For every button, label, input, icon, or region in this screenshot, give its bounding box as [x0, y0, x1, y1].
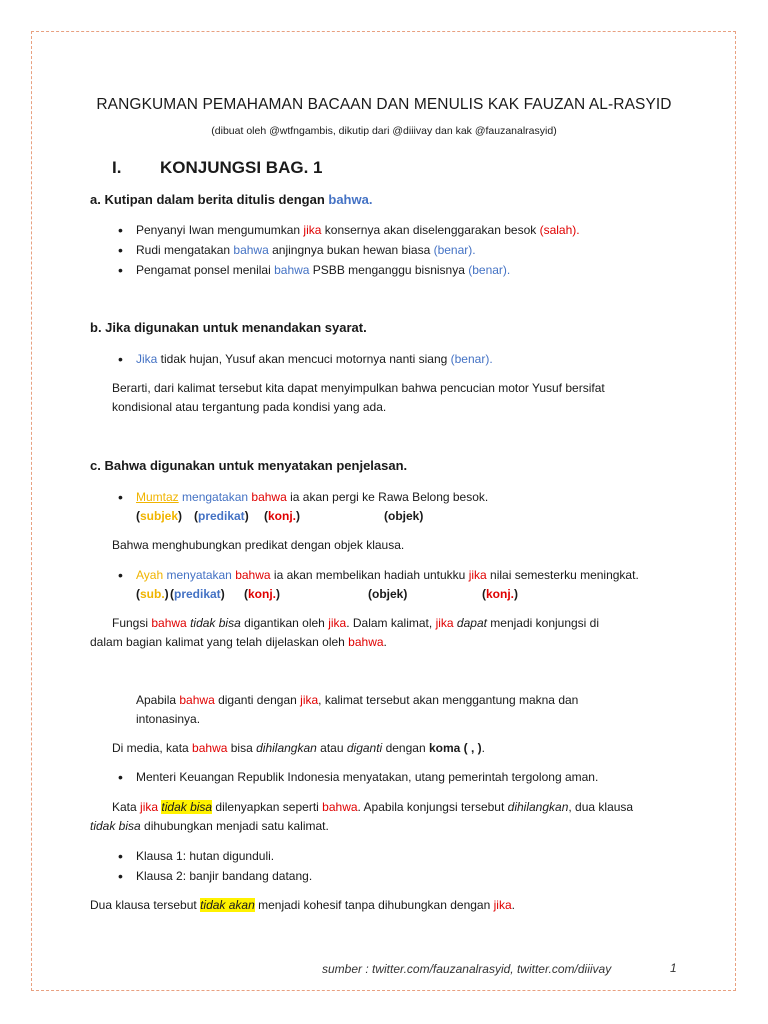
section-number: I.: [112, 158, 122, 177]
paren: ): [178, 509, 183, 523]
bullet-icon: •: [118, 222, 123, 238]
emphasis: dihilangkan: [507, 800, 569, 814]
paren: ): [276, 587, 281, 601]
paragraph-line: [136, 692, 578, 708]
object: ia akan pergi ke Rawa Belong besok.: [286, 490, 489, 504]
text: dalam bagian kalimat yang telah dijelaskan oleh: [90, 635, 349, 649]
list-item: Menteri Keuangan Republik Indonesia menyatakan, utang pemerintah tergolong aman.: [136, 770, 599, 784]
bullet-icon: •: [118, 769, 123, 785]
verdict: (benar).: [450, 352, 493, 366]
emphasis: tidak bisa: [90, 819, 141, 833]
example-note: Bahwa menghubungkan predikat dengan objek klausa.: [112, 538, 405, 552]
list-item: [136, 848, 274, 864]
text: Fungsi: [112, 616, 152, 630]
keyword: jika: [493, 898, 512, 912]
paragraph-line: kondisional atau tergantung pada kondisi yang ada.: [112, 400, 387, 414]
list-item: [136, 262, 510, 278]
role-labels: [170, 586, 225, 602]
paragraph-line: [112, 799, 633, 815]
item-text: Pengamat ponsel menilai: [136, 263, 275, 277]
subject: Mumtaz: [136, 490, 179, 504]
paren: ): [244, 509, 249, 523]
text: .: [481, 741, 485, 755]
keyword: jika: [303, 223, 322, 237]
keyword: Jika: [136, 352, 158, 366]
role-subject: sub.: [140, 587, 165, 601]
text: dengan: [382, 741, 429, 755]
keyword: bahwa.: [328, 192, 373, 207]
paren: ): [514, 587, 519, 601]
page-number: 1: [670, 961, 677, 975]
item-text: tidak hujan, Yusuf akan mencuci motornya nanti siang: [157, 352, 451, 366]
clause-label: Klausa 2:: [136, 869, 187, 883]
text: atau: [316, 741, 347, 755]
paren: (: [170, 587, 174, 601]
clause-text: banjir bandang datang.: [186, 869, 313, 883]
heading-a-text: a. Kutipan dalam berita ditulis dengan: [90, 192, 329, 207]
paren: ): [164, 587, 169, 601]
bullet-icon: •: [118, 242, 123, 258]
paragraph-line: [90, 634, 387, 650]
text: .: [383, 635, 387, 649]
keyword: bahwa: [151, 616, 187, 630]
bullet-icon: •: [118, 489, 123, 505]
role-labels: [264, 508, 300, 524]
keyword: jika: [140, 800, 159, 814]
bullet-icon: •: [118, 868, 123, 884]
text: . Dalam kalimat,: [346, 616, 436, 630]
clause-text: hutan digunduli.: [186, 849, 275, 863]
item-text: PSBB menganggu bisnisnya: [309, 263, 469, 277]
object: nilai semesterku meningkat.: [486, 568, 639, 582]
keyword: bahwa: [348, 635, 384, 649]
object: ia akan membelikan hadiah untukku: [270, 568, 469, 582]
role-labels: [194, 508, 249, 524]
keyword: bahwa: [251, 490, 287, 504]
item-text: Rudi mengatakan: [136, 243, 234, 257]
paren: (: [136, 509, 140, 523]
keyword: bahwa: [235, 568, 271, 582]
text: menjadi kohesif tanpa dihubungkan dengan: [254, 898, 494, 912]
keyword: bahwa: [322, 800, 358, 814]
highlight: tidak akan: [200, 898, 255, 912]
text: , kalimat tersebut akan menggantung makna dan: [318, 693, 579, 707]
list-item: [136, 222, 580, 238]
section-heading: [112, 158, 322, 178]
text: menjadi konjungsi di: [486, 616, 600, 630]
paren: (: [264, 509, 268, 523]
heading-c: c. Bahwa digunakan untuk menyatakan penjelasan.: [90, 458, 408, 473]
emphasis: diganti: [346, 741, 383, 755]
item-text: Penyanyi Iwan mengumumkan: [136, 223, 304, 237]
heading-a: [90, 192, 372, 208]
text: . Apabila konjungsi tersebut: [357, 800, 508, 814]
example-sentence: [136, 567, 639, 583]
emphasis: koma ( , ): [428, 741, 482, 755]
list-item: [136, 351, 493, 367]
text: diganti dengan: [214, 693, 301, 707]
bullet-icon: •: [118, 262, 123, 278]
heading-b: b. Jika digunakan untuk menandakan syarat.: [90, 320, 367, 335]
role-conjunction: konj.: [248, 587, 277, 601]
paren: ): [220, 587, 225, 601]
role-predicate: predikat: [198, 509, 245, 523]
list-item: [136, 868, 312, 884]
emphasis: dihilangkan: [256, 741, 317, 755]
text: .: [511, 898, 515, 912]
keyword: jika: [435, 616, 454, 630]
role-predicate: predikat: [174, 587, 221, 601]
verdict: (salah).: [539, 223, 580, 237]
paragraph-line: intonasinya.: [136, 712, 201, 726]
paren: ): [296, 509, 301, 523]
role-object: (objek): [384, 509, 424, 523]
list-item: [136, 242, 476, 258]
paren: (: [136, 587, 140, 601]
text: bisa: [227, 741, 257, 755]
paren: (: [482, 587, 486, 601]
paragraph-line: Berarti, dari kalimat tersebut kita dapat menyimpulkan bahwa pencucian motor Yusuf bersifat: [112, 381, 605, 395]
keyword: jika: [300, 693, 319, 707]
role-object: (objek): [368, 587, 408, 601]
section-title: KONJUNGSI BAG. 1: [160, 158, 323, 177]
text: Dua klausa tersebut: [90, 898, 201, 912]
text: digantikan oleh: [240, 616, 329, 630]
keyword: bahwa: [192, 741, 228, 755]
text: Di media, kata: [112, 741, 193, 755]
role-conjunction: konj.: [268, 509, 297, 523]
paragraph-line: [112, 740, 485, 756]
text: dilenyapkan seperti: [212, 800, 323, 814]
paragraph-line: [90, 897, 515, 913]
keyword: jika: [328, 616, 347, 630]
emphasis: tidak bisa: [190, 616, 241, 630]
paragraph-line: [90, 818, 329, 834]
footer-source: sumber : twitter.com/fauzanalrasyid, twitter.com/diiivay: [322, 962, 612, 976]
paragraph-line: [112, 615, 599, 631]
emphasis: dapat: [456, 616, 487, 630]
text: Kata: [112, 800, 141, 814]
verdict: (benar).: [468, 263, 511, 277]
highlight: tidak bisa: [161, 800, 213, 814]
clause-label: Klausa 1:: [136, 849, 187, 863]
text: , dua klausa: [568, 800, 634, 814]
role-conjunction: konj.: [486, 587, 515, 601]
role-labels: [482, 586, 518, 602]
item-text: konsernya akan diselenggarakan besok: [321, 223, 540, 237]
keyword: bahwa: [233, 243, 269, 257]
predicate: mengatakan: [178, 490, 252, 504]
role-labels: [136, 586, 169, 602]
keyword: bahwa: [179, 693, 215, 707]
subject: Ayah: [136, 568, 164, 582]
role-subject: subjek: [140, 509, 179, 523]
keyword: jika: [468, 568, 487, 582]
paren: (: [194, 509, 198, 523]
keyword: bahwa: [274, 263, 310, 277]
bullet-icon: •: [118, 351, 123, 367]
paren: (: [244, 587, 248, 601]
document-subtitle: (dibuat oleh @wtfngambis, dikutip dari @diiivay dan kak @fauzanalrasyid): [211, 125, 557, 137]
item-text: anjingnya bukan hewan biasa: [268, 243, 434, 257]
text: Apabila: [136, 693, 180, 707]
verdict: (benar).: [433, 243, 476, 257]
text: dihubungkan menjadi satu kalimat.: [140, 819, 329, 833]
predicate: menyatakan: [163, 568, 236, 582]
bullet-icon: •: [118, 848, 123, 864]
bullet-icon: •: [118, 567, 123, 583]
role-labels: [136, 508, 182, 524]
example-sentence: [136, 489, 488, 505]
role-labels: [244, 586, 280, 602]
document-title: RANGKUMAN PEMAHAMAN BACAAN DAN MENULIS KAK FAUZAN AL-RASYID: [96, 96, 672, 113]
